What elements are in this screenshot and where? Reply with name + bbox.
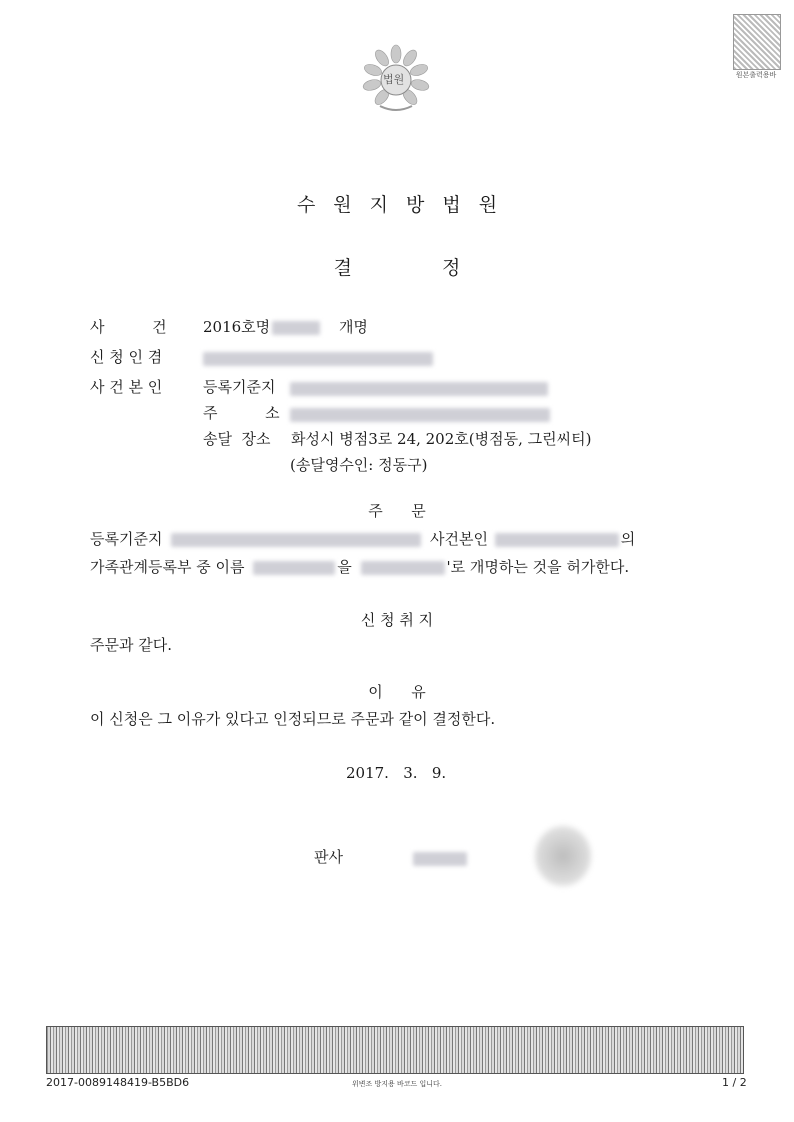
order-title: 주 문 (368, 502, 426, 520)
redacted-old-name (253, 561, 335, 575)
applicant-label: 신 청 인 겸 (90, 348, 163, 366)
judge-seal (535, 826, 591, 886)
order-line1-b: 사건본인 (430, 530, 488, 548)
order-line2-a: 가족관계등록부 중 이름 (90, 558, 245, 576)
court-name: 수원지방법원 (296, 194, 516, 216)
redacted-judge-name (413, 848, 467, 867)
case-number (203, 316, 368, 337)
purpose-text: 주문과 같다. (90, 636, 172, 654)
document-id: 2017-0089148419-B5BD6 (46, 1076, 190, 1089)
emblem-label: 법원 (383, 73, 405, 86)
order-line1-c: 의 (620, 530, 636, 548)
barcode-notice: 위변조 방지용 바코드 입니다. (351, 1080, 443, 1088)
delivery-note: (송달영수인: 정동구) (290, 456, 428, 474)
order-line-1 (90, 528, 635, 549)
redacted-address (290, 404, 550, 423)
page-number: 1 / 2 (722, 1076, 747, 1089)
decision-date: 2017. 3. 9. (346, 764, 447, 782)
order-line2-b: 을 (337, 558, 352, 576)
court-emblem (358, 40, 434, 116)
redacted-applicant (203, 348, 433, 367)
reason-text: 이 신청은 그 이유가 있다고 인정되므로 주문과 같이 결정한다. (90, 710, 496, 728)
delivery-address: 화성시 병점3로 24, 202호(병점동, 그린씨티) (291, 430, 592, 448)
judge-label: 판사 (314, 848, 343, 866)
principal-label: 사 건 본 인 (90, 378, 163, 396)
redacted-case-number (272, 321, 320, 335)
reason-title: 이 유 (368, 683, 426, 701)
case-number-text: 2016호명 (203, 318, 271, 336)
redacted-order-registry (171, 533, 421, 547)
case-suffix: 개명 (338, 318, 368, 336)
document-title (0, 253, 794, 280)
qr-code (733, 14, 781, 70)
purpose-title: 신 청 취 지 (360, 611, 434, 629)
registry-label: 등록기준지 (203, 378, 276, 396)
redacted-new-name (361, 561, 445, 575)
address-label: 주 소 (203, 404, 280, 422)
redacted-registry (290, 378, 548, 397)
order-line2-c: '로 개명하는 것을 허가한다. (446, 558, 630, 576)
delivery-label: 송달 장소 (203, 430, 271, 448)
redacted-order-principal (495, 533, 619, 547)
case-label: 사 건 (90, 318, 167, 336)
anti-forgery-barcode (46, 1026, 744, 1074)
order-line1-a: 등록기준지 (90, 530, 163, 548)
document-title-text: 결정 (333, 257, 551, 279)
qr-caption: 원본출력용바 (735, 71, 777, 79)
order-line-2 (90, 556, 629, 577)
